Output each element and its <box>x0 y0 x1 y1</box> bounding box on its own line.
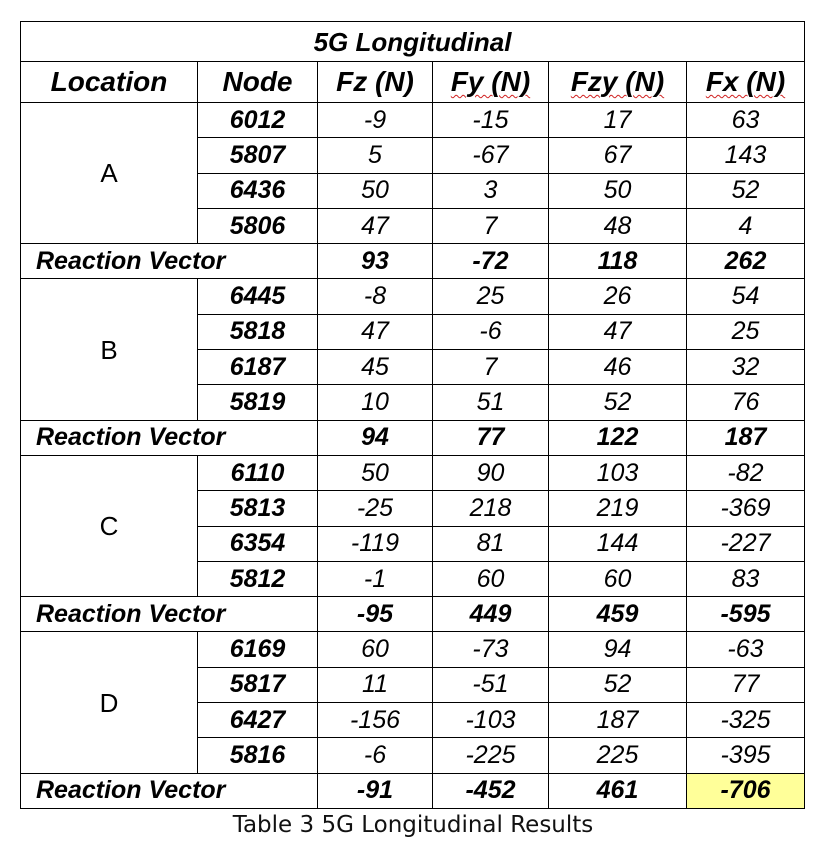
header-fx-label: Fx (N) <box>705 66 786 97</box>
fy-cell: 60 <box>433 561 549 596</box>
fy-cell: 90 <box>433 455 549 490</box>
table-caption: Table 3 5G Longitudinal Results <box>232 812 594 838</box>
reaction-fzy: 461 <box>549 773 687 808</box>
reaction-label: Reaction Vector <box>21 420 318 455</box>
fy-cell: -225 <box>433 738 549 773</box>
fy-cell: -6 <box>433 314 549 349</box>
reaction-label: Reaction Vector <box>21 597 318 632</box>
fy-cell: -103 <box>433 703 549 738</box>
fx-cell: 52 <box>687 173 805 208</box>
node-cell: 6012 <box>198 103 318 138</box>
fy-cell: 3 <box>433 173 549 208</box>
reaction-label: Reaction Vector <box>21 244 318 279</box>
reaction-fx: -595 <box>687 597 805 632</box>
fzy-cell: 219 <box>549 491 687 526</box>
fz-cell: 45 <box>318 350 433 385</box>
table-row <box>21 632 805 667</box>
header-fy-label: Fy (N) <box>450 66 531 97</box>
fy-cell: 51 <box>433 385 549 420</box>
fx-cell: -369 <box>687 491 805 526</box>
fz-cell: 47 <box>318 314 433 349</box>
fzy-cell: 60 <box>549 561 687 596</box>
fy-cell: -51 <box>433 667 549 702</box>
table-row <box>21 103 805 138</box>
node-cell: 5819 <box>198 385 318 420</box>
fz-cell: -119 <box>318 526 433 561</box>
fz-cell: 50 <box>318 173 433 208</box>
fy-cell: 25 <box>433 279 549 314</box>
reaction-fzy: 118 <box>549 244 687 279</box>
fzy-cell: 52 <box>549 667 687 702</box>
highlighted-reaction-fx: -706 <box>687 773 805 808</box>
fz-cell: 47 <box>318 208 433 243</box>
reaction-fz: -95 <box>318 597 433 632</box>
fz-cell: -1 <box>318 561 433 596</box>
fzy-cell: 46 <box>549 350 687 385</box>
reaction-row <box>21 420 805 455</box>
table-row <box>21 455 805 490</box>
table-title: 5G Longitudinal <box>21 22 805 62</box>
header-row <box>21 62 805 103</box>
node-cell: 6187 <box>198 350 318 385</box>
fzy-cell: 67 <box>549 138 687 173</box>
reaction-fx: 262 <box>687 244 805 279</box>
fx-cell: 4 <box>687 208 805 243</box>
fz-cell: 5 <box>318 138 433 173</box>
header-fz: Fz (N) <box>318 62 433 103</box>
fz-cell: 10 <box>318 385 433 420</box>
location-cell: B <box>21 279 198 420</box>
reaction-fz: -91 <box>318 773 433 808</box>
fz-cell: -8 <box>318 279 433 314</box>
fx-cell: 25 <box>687 314 805 349</box>
fzy-cell: 187 <box>549 703 687 738</box>
fzy-cell: 52 <box>549 385 687 420</box>
fzy-cell: 225 <box>549 738 687 773</box>
header-fy <box>433 62 549 103</box>
header-location: Location <box>21 62 198 103</box>
fy-cell: -67 <box>433 138 549 173</box>
fx-cell: -227 <box>687 526 805 561</box>
reaction-fz: 94 <box>318 420 433 455</box>
fz-cell: 50 <box>318 455 433 490</box>
fx-cell: -82 <box>687 455 805 490</box>
reaction-fx: 187 <box>687 420 805 455</box>
reaction-fy: -452 <box>433 773 549 808</box>
reaction-label: Reaction Vector <box>21 773 318 808</box>
header-fzy <box>549 62 687 103</box>
fy-cell: 7 <box>433 350 549 385</box>
fz-cell: -6 <box>318 738 433 773</box>
reaction-fz: 93 <box>318 244 433 279</box>
fzy-cell: 50 <box>549 173 687 208</box>
node-cell: 5806 <box>198 208 318 243</box>
node-cell: 5817 <box>198 667 318 702</box>
reaction-fy: -72 <box>433 244 549 279</box>
fx-cell: 32 <box>687 350 805 385</box>
node-cell: 6445 <box>198 279 318 314</box>
fzy-cell: 17 <box>549 103 687 138</box>
reaction-row <box>21 773 805 808</box>
reaction-fy: 449 <box>433 597 549 632</box>
node-cell: 6436 <box>198 173 318 208</box>
header-fx <box>687 62 805 103</box>
results-table <box>20 21 805 809</box>
fx-cell: 63 <box>687 103 805 138</box>
reaction-fzy: 459 <box>549 597 687 632</box>
header-fzy-label: Fzy (N) <box>570 66 665 97</box>
fzy-cell: 144 <box>549 526 687 561</box>
fx-cell: -63 <box>687 632 805 667</box>
fy-cell: 81 <box>433 526 549 561</box>
node-cell: 5818 <box>198 314 318 349</box>
fx-cell: 77 <box>687 667 805 702</box>
fzy-cell: 47 <box>549 314 687 349</box>
table-row <box>21 279 805 314</box>
fx-cell: -395 <box>687 738 805 773</box>
node-cell: 5812 <box>198 561 318 596</box>
node-cell: 6110 <box>198 455 318 490</box>
fy-cell: -73 <box>433 632 549 667</box>
fz-cell: 11 <box>318 667 433 702</box>
node-cell: 5807 <box>198 138 318 173</box>
node-cell: 6354 <box>198 526 318 561</box>
fz-cell: -156 <box>318 703 433 738</box>
fx-cell: 76 <box>687 385 805 420</box>
fz-cell: -25 <box>318 491 433 526</box>
fz-cell: -9 <box>318 103 433 138</box>
location-cell: A <box>21 103 198 244</box>
fx-cell: 83 <box>687 561 805 596</box>
reaction-row <box>21 244 805 279</box>
fzy-cell: 94 <box>549 632 687 667</box>
node-cell: 6427 <box>198 703 318 738</box>
node-cell: 5813 <box>198 491 318 526</box>
fzy-cell: 103 <box>549 455 687 490</box>
fzy-cell: 26 <box>549 279 687 314</box>
reaction-fy: 77 <box>433 420 549 455</box>
fz-cell: 60 <box>318 632 433 667</box>
fzy-cell: 48 <box>549 208 687 243</box>
header-node: Node <box>198 62 318 103</box>
reaction-row <box>21 597 805 632</box>
location-cell: C <box>21 455 198 596</box>
node-cell: 6169 <box>198 632 318 667</box>
fy-cell: 218 <box>433 491 549 526</box>
reaction-fzy: 122 <box>549 420 687 455</box>
fx-cell: 54 <box>687 279 805 314</box>
location-cell: D <box>21 632 198 773</box>
fy-cell: 7 <box>433 208 549 243</box>
fx-cell: 143 <box>687 138 805 173</box>
fy-cell: -15 <box>433 103 549 138</box>
fx-cell: -325 <box>687 703 805 738</box>
node-cell: 5816 <box>198 738 318 773</box>
